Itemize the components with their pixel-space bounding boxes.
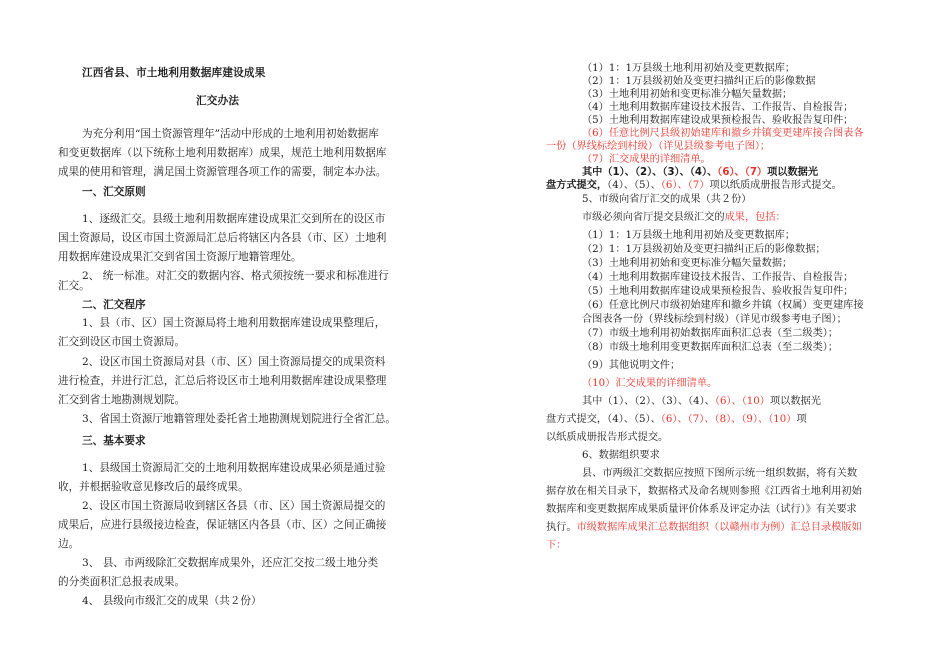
city-item: （7）市级土地利用初始数据库面积汇总表（至二级类）； (582, 328, 839, 339)
intro-line: 和变更数据库（以下统称土地利用数据库）成果，规范土地利用数据库 (58, 147, 387, 159)
section-line: 国土资源局，设区市国土资源局汇总后将辖区内各县（市、区）土地利 (58, 232, 387, 244)
section-line: 的分类面积汇总报表成果。 (58, 576, 186, 588)
county-item: （4）土地利用数据库建设技术报告、工作报告、自检报告； (582, 102, 854, 113)
county-item: （1）1：1万县级土地利用初始及变更数据库； (582, 63, 796, 74)
section-line: 用数据库建设成果汇交到省国土资源厅地籍管理处。 (58, 251, 302, 263)
county-item-highlight: （7）汇交成果的详细清单。 (582, 154, 711, 165)
county-item-highlight: （6）任意比例尺县级初始建库和撤乡并镇变更建库接合图表各 (582, 128, 864, 139)
section-line: 2、设区市国土资源局收到辖区各县（市、区）国土资源局提交的 (82, 500, 386, 512)
city-heading: 5、市级向省厅汇交的成果（共２份） (582, 194, 752, 205)
city-note-part: 项 (796, 414, 807, 425)
intro-line: 成果的使用和管理，满足国土资源管理各项工作的需要，制定本办法。 (58, 166, 387, 178)
section-line: 收，并根据验收意见修改后的最终成果。 (58, 481, 249, 493)
section-line: 1、县级国土资源局汇交的土地利用数据库建设成果必须是通过验 (82, 462, 386, 474)
county-note-part: 盘方式提交， (546, 180, 608, 191)
org-line: 数据库和变更数据库成果质量评价体系及评定办法（试行）》有关要求 (546, 504, 857, 515)
org-line (546, 521, 862, 534)
city-item: （5）土地利用数据库建设成果预检报告、验收报告复印件； (582, 286, 854, 297)
city-item: （2）1：1万县级初始及变更扫描纠正后的影像数据； (582, 244, 826, 255)
page-title-line2: 汇交办法 (196, 95, 240, 107)
city-note: 以纸质成册报告形式提交。 (546, 432, 669, 443)
section-line: 汇交。 (58, 280, 90, 292)
org-line: 县、市两级汇交数据应按照下图所示统一组织数据，将有关数 (582, 468, 858, 479)
org-heading: 6、数据组织要求 (582, 450, 660, 461)
org-line-highlight: 下： (546, 540, 567, 551)
section-line: 1、逐级汇交。县级土地利用数据库建设成果汇交到所在的设区市 (82, 213, 386, 225)
county-note (582, 166, 818, 179)
section-heading: 一、汇交原则 (82, 186, 146, 198)
county-note-highlight: （6）、（7） (717, 167, 768, 178)
org-line-highlight: 市级数据库成果汇总数据组织（以赣州市为例）汇总目录模版如 (576, 522, 862, 533)
city-item: 合图表各一份（界线标绘到村级）（详见市级参考电子图）； (582, 314, 847, 325)
city-note-part: 盘方式提交，（4）、（5）、 (546, 414, 661, 425)
city-note (546, 413, 807, 426)
org-line: 据存放在相关目录下，数据格式及命名规则参照《江西省土地利用初始 (546, 486, 862, 497)
city-item: （4）土地利用数据库建设技术报告、工作报告、自检报告； (582, 272, 854, 283)
city-item-highlight: （10）汇交成果的详细清单。 (582, 378, 718, 389)
intro-line: 为充分利用“国土资源管理年”活动中形成的土地利用初始数据库 (82, 128, 379, 140)
page-title: 江西省县、市土地利用数据库建设成果 (82, 67, 266, 79)
section-line: 3、省国土资源厅地籍管理处委托省土地勘测规划院进行全省汇总。 (82, 413, 396, 425)
county-item-highlight: 一份（界线标绘到村级）（详见县级参考电子图）； (546, 141, 771, 152)
section-line: 汇交到设区市国土资源局。 (58, 336, 186, 348)
section-line: 1、县（市、区）国土资源局将土地利用数据库建设成果整理后， (82, 317, 386, 329)
county-note-part: （4）、（5）、 (607, 180, 661, 191)
county-note-part: 项以纸质成册报告形式提交。 (709, 180, 842, 191)
city-item: （8）市级土地利用变更数据库面积汇总表（至二级类）； (582, 342, 839, 353)
section-line: 3、 县、市两级除汇交数据库成果外，还应汇交按二级土地分类 (82, 557, 379, 569)
city-note-highlight: （6）、（7）、（8）、（9）、（10） (660, 414, 797, 425)
section-heading: 二、汇交程序 (82, 299, 146, 311)
section-line: 2、 统一标准。对汇交的数据内容、格式须按统一要求和标准进行 (82, 270, 389, 282)
city-note (582, 395, 821, 408)
county-item: （3）土地利用初始和变更标准分幅矢量数据； (582, 89, 793, 100)
city-item: （6）任意比例尺市级初始建库和撤乡并镇（权属）变更建库接 (582, 300, 864, 311)
county-item: （5）土地利用数据库建设成果预检报告、验收报告复印件； (582, 115, 854, 126)
city-note-highlight: （6）、（10） (714, 396, 770, 407)
city-intro-highlight: 成果，包括： (724, 212, 786, 223)
section-line: 汇交到省土地勘测规划院。 (58, 394, 186, 406)
county-note-part: 其中（1）、（2）、（3）、（4）、 (582, 167, 718, 178)
section-line: 成果后，应进行县级接边检查，保证辖区内各县（市、区）之间正确接 (58, 519, 387, 531)
city-item: （3）土地利用初始和变更标准分幅矢量数据； (582, 258, 793, 269)
city-note-part: 项以数据光 (769, 396, 821, 407)
city-item: （9）其他说明文件； (582, 360, 681, 371)
county-note (546, 179, 842, 192)
city-item: （1）1：1万县级土地利用初始及变更数据库； (582, 230, 796, 241)
section-line: 4、 县级向市级汇交的成果（共２份） (82, 595, 262, 607)
county-note-part: 项以数据光 (767, 167, 819, 178)
county-item: （2）1：1万县级初始及变更扫描纠正后的影像数据 (582, 76, 816, 87)
section-heading: 三、基本要求 (82, 435, 146, 447)
city-intro (582, 211, 786, 224)
section-line: 2、设区市国土资源局对县（市、区）国土资源局提交的成果资料 (82, 356, 386, 368)
org-line-part: 执行。 (546, 522, 577, 533)
city-note-part: 其中（1）、（2）、（3）、（4）、 (582, 396, 715, 407)
city-intro-part: 市级必须向省厅提交县级汇交的 (582, 212, 725, 223)
section-line: 进行检查，并进行汇总，汇总后将设区市土地利用数据库建设成果整理 (58, 375, 387, 387)
section-line: 边。 (58, 538, 80, 550)
county-note-highlight: （6）、（7） (660, 180, 710, 191)
